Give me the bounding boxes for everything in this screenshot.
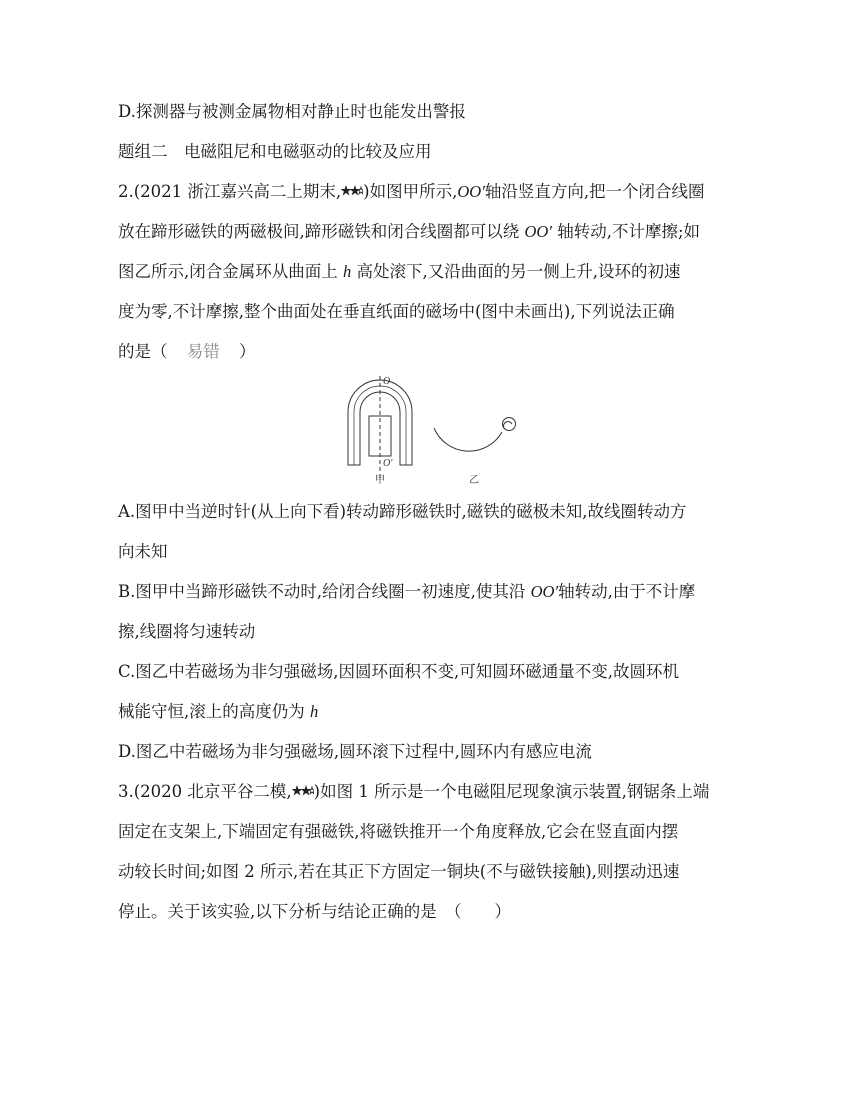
q2-option-part: 械能守恒,滚上的高度仍为 xyxy=(118,702,310,721)
height-symbol: h xyxy=(310,702,319,721)
section-title: 题组二 电磁阻尼和电磁驱动的比较及应用 xyxy=(118,142,432,161)
q3-part: )如图 1 所示是一个电磁阻尼现象演示装置,钢锯条上端 xyxy=(313,782,710,801)
q2-stem-line-4: 度为零,不计摩擦,整个曲面处在垂直纸面的磁场中(图中未画出),下列说法正确 xyxy=(118,302,675,321)
q2-option-c-line-2 xyxy=(118,702,318,722)
q2-option-part: 轴转动,由于不计摩 xyxy=(558,582,696,601)
q3-line-2: 固定在支架上,下端固定有强磁铁,将磁铁推开一个角度释放,它会在竖直面内摆 xyxy=(118,822,679,841)
difficulty-stars-icon xyxy=(292,784,314,798)
q2-stem-line-2 xyxy=(118,222,700,242)
q3-line-4: 停止。关于该实验,以下分析与结论正确的是 （ ） xyxy=(118,902,511,921)
difficulty-stars-icon xyxy=(341,184,363,198)
figure-caption-right: 乙 xyxy=(469,475,479,486)
axis-top-label: O xyxy=(383,376,391,387)
q2-option-a-line-2: 向未知 xyxy=(118,542,168,561)
q2-stem-line-5 xyxy=(118,342,256,362)
q2-stem-line-3 xyxy=(118,262,681,282)
q2-stem-part: 放在蹄形磁铁的两磁极间,蹄形磁铁和闭合线圈都可以绕 xyxy=(118,222,525,241)
q2-stem-part: 高处滚下,又沿曲面的另一侧上升,设环的初速 xyxy=(351,262,681,281)
q3-line-1 xyxy=(118,782,709,802)
q3-line-3: 动较长时间;如图 2 所示,若在其正下方固定一铜块(不与磁铁接触),则摆动迅速 xyxy=(118,862,680,881)
axis-label: OO′ xyxy=(530,582,559,601)
q2-stem-line-1 xyxy=(118,182,705,202)
q2-figure xyxy=(342,370,528,488)
q2-option-b-line-1 xyxy=(118,582,695,602)
q2-stem-part: 的是（ xyxy=(118,342,168,361)
q1-option-d: D.探测器与被测金属物相对静止时也能发出警报 xyxy=(118,102,466,121)
q2-stem-part: )如图甲所示, xyxy=(363,182,458,201)
axis-label: OO′ xyxy=(457,182,485,201)
error-prone-tag: 易错 xyxy=(186,342,220,361)
q2-stem-part: 图乙所示,闭合金属环从曲面上 xyxy=(118,262,343,281)
q3-part: 3.(2020 北京平谷二模, xyxy=(118,782,292,801)
q2-option-part: B.图甲中当蹄形磁铁不动时,给闭合线圈一初速度,使其沿 xyxy=(118,582,531,601)
horseshoe-magnet-diagram xyxy=(348,376,412,478)
height-symbol: h xyxy=(343,262,352,281)
q2-option-b-line-2: 擦,线圈将匀速转动 xyxy=(118,622,256,641)
axis-bottom-label: O′ xyxy=(383,458,393,469)
q2-number: 2.(2021 浙江嘉兴高二上期末, xyxy=(118,182,342,201)
figure-caption-left: 甲 xyxy=(375,475,385,486)
q2-stem-part: ） xyxy=(239,342,256,361)
curved-track-diagram xyxy=(434,418,516,452)
q2-option-a-line-1: A.图甲中当逆时针(从上向下看)转动蹄形磁铁时,磁铁的磁极未知,故线圈转动方 xyxy=(118,502,687,521)
axis-label: OO′ xyxy=(524,222,552,241)
q2-option-c-line-1: C.图乙中若磁场为非匀强磁场,因圆环面积不变,可知圆环磁通量不变,故圆环机 xyxy=(118,662,680,681)
q2-stem-part: 轴转动,不计摩擦;如 xyxy=(551,222,701,241)
q2-stem-part: 轴沿竖直方向,把一个闭合线圈 xyxy=(484,182,705,201)
q2-option-d: D.图乙中若磁场为非匀强磁场,圆环滚下过程中,圆环内有感应电流 xyxy=(118,742,592,761)
